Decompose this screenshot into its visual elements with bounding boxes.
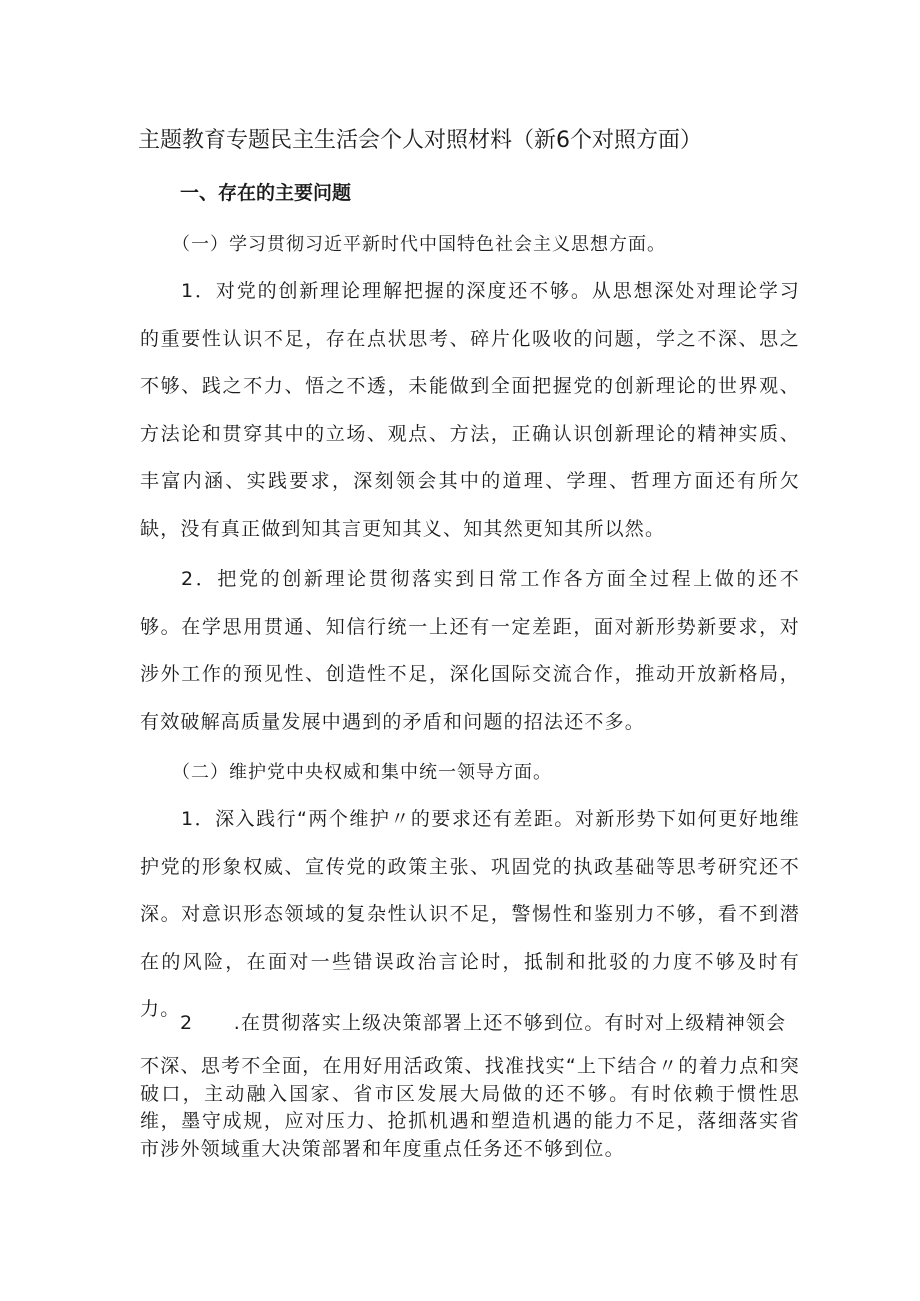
part2-item2-paragraph: 不深、思考不全面，在用好用活政策、找准找实“上下结合〃的着力点和突破口，主动融入国家、省市区发展大局做的还不够。有时依赖于惯性思维，墨守成规，应对压力、抢抓机遇和塑造机遇的能力不足，落细落实省市涉外领域重大决策部署和年度重点任务还不够到位。 xyxy=(140,1055,800,1160)
part1-item2-paragraph: 2．把党的创新理论贯彻落实到日常工作各方面全过程上做的还不够。在学思用贯通、知信行统一上还有一定差距，面对新形势新要求，对涉外工作的预见性、创造性不足，深化国际交流合作，推动开放新格局，有效破解高质量发展中遇到的矛盾和问题的招法还不多。 xyxy=(140,568,800,733)
part1-heading: （一）学习贯彻习近平新时代中国特色社会主义思想方面。 xyxy=(172,234,666,255)
document-title: 主题教育专题民主生活会个人对照材料（新6个对照方面） xyxy=(138,128,702,153)
part2-heading: （二）维护党中央权威和集中统一领导方面。 xyxy=(172,762,552,783)
part2-item2-lead: 2 .在贯彻落实上级决策部署上还不够到位。有时对上级精神领会 xyxy=(180,1012,787,1034)
section-heading: 一、存在的主要问题 xyxy=(180,182,352,204)
part1-item1-paragraph: 1．对党的创新理论理解把握的深度还不够。从思想深处对理论学习的重要性认识不足，存在点状思考、碎片化吸收的问题，学之不深、思之不够、践之不力、悟之不透，未能做到全面把握党的创新理论的世界观、方法论和贯穿其中的立场、观点、方法，正确认识创新理论的精神实质、丰富内涵、实践要求，深刻领会其中的道理、学理、哲理方面还有所欠缺，没有真正做到知其言更知其义、知其然更知其所以然。 xyxy=(140,280,800,540)
part2-item1-paragraph: 1．深入践行“两个维护〃的要求还有差距。对新形势下如何更好地维护党的形象权威、宣传党的政策主张、巩固党的执政基础等思考研究还不深。对意识形态领域的复杂性认识不足，警惕性和鉴别力不够，看不到潜在的风险，在面对一些错误政治言论时，抵制和批驳的力度不够及时有力。 xyxy=(140,808,800,1020)
